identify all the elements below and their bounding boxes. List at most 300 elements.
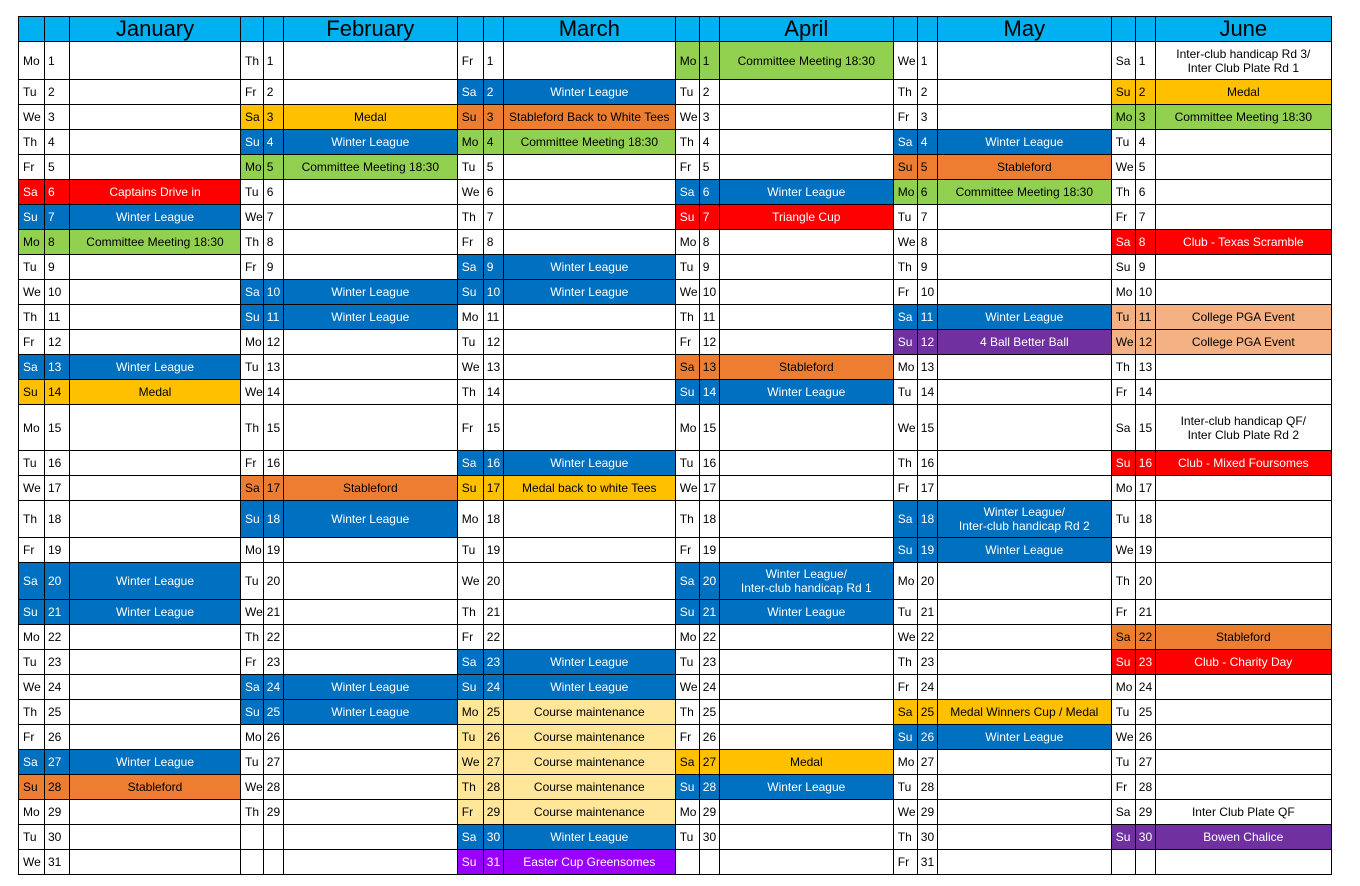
event-cell: [283, 775, 457, 800]
event-cell: [1155, 725, 1331, 750]
weekday-cell: Mo: [457, 501, 483, 538]
weekday-cell: Th: [675, 700, 699, 725]
event-cell: Medal Winners Cup / Medal: [937, 700, 1111, 725]
date-cell: 22: [483, 625, 503, 650]
date-cell: 1: [45, 42, 70, 80]
weekday-cell: Su: [241, 305, 264, 330]
event-cell: [937, 625, 1111, 650]
weekday-cell: Su: [457, 476, 483, 501]
event-cell: Winter League: [70, 600, 241, 625]
event-cell: [70, 405, 241, 451]
event-cell: [283, 725, 457, 750]
event-cell: Easter Cup Greensomes: [503, 850, 675, 875]
weekday-cell: Sa: [675, 355, 699, 380]
weekday-cell: Sa: [19, 355, 45, 380]
date-cell: 18: [699, 501, 719, 538]
event-cell: [503, 180, 675, 205]
event-cell: [503, 563, 675, 600]
event-cell: [503, 600, 675, 625]
month-title: March: [503, 17, 675, 42]
calendar-row: [19, 130, 1332, 155]
event-cell: [719, 155, 893, 180]
event-cell: [1155, 501, 1331, 538]
event-cell: [1155, 255, 1331, 280]
event-cell: [1155, 775, 1331, 800]
date-cell: 24: [699, 675, 719, 700]
date-cell: 17: [263, 476, 283, 501]
date-cell: 24: [483, 675, 503, 700]
calendar-grid: [18, 16, 1332, 875]
weekday-cell: Sa: [19, 750, 45, 775]
date-cell: 30: [917, 825, 937, 850]
weekday-cell: Fr: [1111, 600, 1135, 625]
date-cell: 29: [1135, 800, 1155, 825]
event-cell: [1155, 750, 1331, 775]
event-cell: Winter League: [70, 205, 241, 230]
weekday-cell: Sa: [1111, 405, 1135, 451]
weekday-cell: Fr: [893, 105, 917, 130]
date-cell: 4: [483, 130, 503, 155]
date-cell: 5: [263, 155, 283, 180]
calendar-row: [19, 280, 1332, 305]
date-cell: 31: [483, 850, 503, 875]
date-cell: 19: [917, 538, 937, 563]
date-cell: 19: [1135, 538, 1155, 563]
date-cell: 17: [483, 476, 503, 501]
weekday-cell: Mo: [1111, 675, 1135, 700]
date-cell: 7: [45, 205, 70, 230]
event-cell: [937, 280, 1111, 305]
weekday-cell: We: [893, 800, 917, 825]
weekday-cell: Th: [893, 825, 917, 850]
event-cell: Stableford: [1155, 625, 1331, 650]
weekday-cell: Sa: [893, 501, 917, 538]
weekday-cell: [241, 825, 264, 850]
weekday-cell: Sa: [19, 180, 45, 205]
calendar-row: [19, 230, 1332, 255]
calendar-row: [19, 850, 1332, 875]
event-cell: Club - Texas Scramble: [1155, 230, 1331, 255]
date-cell: 8: [263, 230, 283, 255]
date-cell: [263, 850, 283, 875]
weekday-cell: Su: [675, 205, 699, 230]
weekday-cell: Th: [241, 625, 264, 650]
weekday-cell: Tu: [1111, 501, 1135, 538]
event-cell: [1155, 700, 1331, 725]
date-cell: 26: [483, 725, 503, 750]
weekday-cell: Tu: [457, 725, 483, 750]
date-cell: 28: [1135, 775, 1155, 800]
date-cell: 7: [917, 205, 937, 230]
date-cell: 8: [699, 230, 719, 255]
event-cell: [937, 42, 1111, 80]
weekday-cell: We: [1111, 538, 1135, 563]
date-cell: 11: [45, 305, 70, 330]
calendar-row: [19, 155, 1332, 180]
calendar-row: [19, 800, 1332, 825]
date-cell: 27: [917, 750, 937, 775]
weekday-cell: We: [893, 625, 917, 650]
weekday-cell: Su: [1111, 255, 1135, 280]
weekday-cell: Tu: [675, 650, 699, 675]
event-cell: [937, 476, 1111, 501]
weekday-cell: Tu: [457, 330, 483, 355]
event-cell: [937, 80, 1111, 105]
weekday-cell: Tu: [241, 355, 264, 380]
event-cell: Captains Drive in: [70, 180, 241, 205]
event-cell: [503, 501, 675, 538]
date-cell: 14: [699, 380, 719, 405]
date-cell: 20: [45, 563, 70, 600]
weekday-cell: Su: [19, 600, 45, 625]
event-cell: [719, 725, 893, 750]
date-cell: 14: [483, 380, 503, 405]
date-cell: 7: [483, 205, 503, 230]
weekday-cell: Tu: [675, 80, 699, 105]
event-cell: Winter League: [70, 563, 241, 600]
date-cell: 14: [1135, 380, 1155, 405]
weekday-cell: Tu: [893, 205, 917, 230]
event-cell: Stableford: [719, 355, 893, 380]
date-cell: 23: [699, 650, 719, 675]
event-cell: [283, 650, 457, 675]
event-cell: Committee Meeting 18:30: [937, 180, 1111, 205]
date-cell: 5: [45, 155, 70, 180]
date-cell: 25: [1135, 700, 1155, 725]
date-cell: 1: [917, 42, 937, 80]
event-cell: [937, 380, 1111, 405]
event-cell: Stableford Back to White Tees: [503, 105, 675, 130]
date-cell: 16: [1135, 451, 1155, 476]
date-cell: 19: [263, 538, 283, 563]
weekday-cell: Tu: [1111, 750, 1135, 775]
weekday-cell: Sa: [241, 280, 264, 305]
header-spacer: [1135, 17, 1155, 42]
weekday-cell: Su: [457, 105, 483, 130]
weekday-cell: We: [241, 380, 264, 405]
event-cell: Winter League: [719, 380, 893, 405]
weekday-cell: We: [675, 476, 699, 501]
date-cell: 10: [483, 280, 503, 305]
event-cell: [283, 850, 457, 875]
event-cell: [937, 650, 1111, 675]
weekday-cell: Mo: [893, 355, 917, 380]
event-cell: [719, 538, 893, 563]
event-cell: Winter League: [719, 600, 893, 625]
weekday-cell: Mo: [241, 330, 264, 355]
event-cell: [937, 255, 1111, 280]
calendar-row: [19, 563, 1332, 600]
date-cell: 2: [263, 80, 283, 105]
weekday-cell: Fr: [19, 538, 45, 563]
event-cell: [1155, 355, 1331, 380]
date-cell: 22: [263, 625, 283, 650]
calendar-row: [19, 650, 1332, 675]
date-cell: 14: [45, 380, 70, 405]
header-spacer: [1111, 17, 1135, 42]
date-cell: 16: [483, 451, 503, 476]
weekday-cell: Fr: [675, 155, 699, 180]
calendar-row: [19, 355, 1332, 380]
month-header-row: [19, 17, 1332, 42]
weekday-cell: Tu: [19, 650, 45, 675]
weekday-cell: Th: [893, 451, 917, 476]
event-cell: [719, 700, 893, 725]
weekday-cell: Tu: [241, 563, 264, 600]
event-cell: Committee Meeting 18:30: [70, 230, 241, 255]
date-cell: 12: [45, 330, 70, 355]
date-cell: 30: [45, 825, 70, 850]
date-cell: 18: [45, 501, 70, 538]
date-cell: 21: [917, 600, 937, 625]
event-cell: College PGA Event: [1155, 330, 1331, 355]
date-cell: 19: [483, 538, 503, 563]
event-cell: Bowen Chalice: [1155, 825, 1331, 850]
weekday-cell: Tu: [19, 255, 45, 280]
weekday-cell: Tu: [457, 538, 483, 563]
date-cell: 5: [483, 155, 503, 180]
event-cell: Course maintenance: [503, 775, 675, 800]
header-spacer: [699, 17, 719, 42]
date-cell: 15: [699, 405, 719, 451]
date-cell: 19: [45, 538, 70, 563]
event-cell: [937, 230, 1111, 255]
event-cell: [70, 800, 241, 825]
calendar-row: [19, 725, 1332, 750]
calendar-row: [19, 330, 1332, 355]
weekday-cell: We: [457, 355, 483, 380]
event-cell: [719, 675, 893, 700]
calendar-row: [19, 825, 1332, 850]
date-cell: 13: [263, 355, 283, 380]
event-cell: Committee Meeting 18:30: [1155, 105, 1331, 130]
date-cell: 10: [699, 280, 719, 305]
date-cell: 20: [1135, 563, 1155, 600]
date-cell: 1: [699, 42, 719, 80]
date-cell: 8: [1135, 230, 1155, 255]
date-cell: 17: [1135, 476, 1155, 501]
date-cell: 6: [917, 180, 937, 205]
calendar-row: [19, 255, 1332, 280]
weekday-cell: Tu: [19, 825, 45, 850]
date-cell: 27: [45, 750, 70, 775]
date-cell: 6: [45, 180, 70, 205]
event-cell: Winter League: [937, 130, 1111, 155]
date-cell: 10: [917, 280, 937, 305]
event-cell: [1155, 563, 1331, 600]
weekday-cell: Th: [457, 600, 483, 625]
date-cell: 9: [483, 255, 503, 280]
calendar-row: [19, 305, 1332, 330]
weekday-cell: Sa: [1111, 42, 1135, 80]
event-cell: Winter League: [283, 280, 457, 305]
date-cell: 5: [917, 155, 937, 180]
weekday-cell: We: [675, 105, 699, 130]
weekday-cell: Tu: [1111, 130, 1135, 155]
weekday-cell: Tu: [675, 255, 699, 280]
header-spacer: [263, 17, 283, 42]
weekday-cell: Mo: [1111, 280, 1135, 305]
weekday-cell: Fr: [893, 850, 917, 875]
weekday-cell: Mo: [893, 563, 917, 600]
event-cell: [719, 850, 893, 875]
event-cell: [719, 405, 893, 451]
event-cell: [70, 155, 241, 180]
date-cell: 3: [917, 105, 937, 130]
weekday-cell: Th: [675, 305, 699, 330]
event-cell: Winter League: [283, 305, 457, 330]
date-cell: [699, 850, 719, 875]
event-cell: [283, 600, 457, 625]
event-cell: [70, 538, 241, 563]
event-cell: [70, 451, 241, 476]
date-cell: 23: [1135, 650, 1155, 675]
date-cell: 26: [917, 725, 937, 750]
event-cell: [70, 280, 241, 305]
weekday-cell: Mo: [675, 800, 699, 825]
weekday-cell: Su: [675, 775, 699, 800]
event-cell: [503, 42, 675, 80]
weekday-cell: We: [241, 775, 264, 800]
event-cell: Course maintenance: [503, 725, 675, 750]
event-cell: [937, 405, 1111, 451]
weekday-cell: Sa: [457, 80, 483, 105]
weekday-cell: Th: [19, 305, 45, 330]
weekday-cell: Sa: [675, 180, 699, 205]
event-cell: Medal: [719, 750, 893, 775]
date-cell: 18: [917, 501, 937, 538]
weekday-cell: Mo: [19, 800, 45, 825]
weekday-cell: Tu: [1111, 700, 1135, 725]
event-cell: [70, 255, 241, 280]
weekday-cell: Su: [457, 280, 483, 305]
event-cell: Stableford: [283, 476, 457, 501]
event-cell: Winter League/ Inter-club handicap Rd 1: [719, 563, 893, 600]
weekday-cell: Sa: [893, 130, 917, 155]
event-cell: Committee Meeting 18:30: [719, 42, 893, 80]
event-cell: [1155, 600, 1331, 625]
weekday-cell: Th: [241, 230, 264, 255]
calendar-row: [19, 625, 1332, 650]
date-cell: 2: [917, 80, 937, 105]
event-cell: [70, 825, 241, 850]
weekday-cell: We: [893, 42, 917, 80]
calendar-row: [19, 205, 1332, 230]
date-cell: 15: [917, 405, 937, 451]
event-cell: [1155, 675, 1331, 700]
date-cell: 29: [483, 800, 503, 825]
event-cell: [1155, 280, 1331, 305]
event-cell: [283, 380, 457, 405]
event-cell: [283, 405, 457, 451]
event-cell: [719, 800, 893, 825]
weekday-cell: Th: [1111, 563, 1135, 600]
date-cell: 1: [263, 42, 283, 80]
date-cell: 25: [699, 700, 719, 725]
event-cell: [719, 825, 893, 850]
event-cell: [937, 800, 1111, 825]
header-spacer: [675, 17, 699, 42]
weekday-cell: Fr: [19, 725, 45, 750]
weekday-cell: Sa: [893, 700, 917, 725]
event-cell: [503, 625, 675, 650]
date-cell: 21: [1135, 600, 1155, 625]
date-cell: 9: [917, 255, 937, 280]
date-cell: 15: [1135, 405, 1155, 451]
weekday-cell: Th: [893, 80, 917, 105]
weekday-cell: We: [241, 600, 264, 625]
date-cell: 7: [1135, 205, 1155, 230]
weekday-cell: Tu: [457, 155, 483, 180]
event-cell: Winter League: [283, 700, 457, 725]
date-cell: 9: [45, 255, 70, 280]
event-cell: Stableford: [937, 155, 1111, 180]
weekday-cell: Sa: [675, 750, 699, 775]
event-cell: Inter-club handicap QF/ Inter Club Plate Rd 2: [1155, 405, 1331, 451]
date-cell: 9: [1135, 255, 1155, 280]
date-cell: 24: [1135, 675, 1155, 700]
weekday-cell: Th: [19, 700, 45, 725]
event-cell: [719, 105, 893, 130]
weekday-cell: Fr: [675, 330, 699, 355]
weekday-cell: Mo: [19, 625, 45, 650]
date-cell: 21: [263, 600, 283, 625]
date-cell: 11: [263, 305, 283, 330]
date-cell: 24: [45, 675, 70, 700]
event-cell: [283, 355, 457, 380]
event-cell: Triangle Cup: [719, 205, 893, 230]
weekday-cell: Fr: [241, 255, 264, 280]
weekday-cell: Th: [1111, 355, 1135, 380]
date-cell: 11: [917, 305, 937, 330]
weekday-cell: We: [457, 563, 483, 600]
weekday-cell: Th: [675, 130, 699, 155]
date-cell: 12: [483, 330, 503, 355]
date-cell: 20: [917, 563, 937, 600]
date-cell: 10: [45, 280, 70, 305]
weekday-cell: Mo: [241, 725, 264, 750]
event-cell: [937, 825, 1111, 850]
weekday-cell: Fr: [457, 625, 483, 650]
weekday-cell: Sa: [893, 305, 917, 330]
date-cell: 4: [45, 130, 70, 155]
weekday-cell: Th: [457, 775, 483, 800]
calendar-row: [19, 750, 1332, 775]
weekday-cell: Sa: [1111, 625, 1135, 650]
month-title: February: [283, 17, 457, 42]
event-cell: [719, 625, 893, 650]
calendar-row: [19, 775, 1332, 800]
weekday-cell: Th: [675, 501, 699, 538]
event-cell: [937, 775, 1111, 800]
weekday-cell: Su: [675, 380, 699, 405]
weekday-cell: Th: [241, 405, 264, 451]
weekday-cell: Su: [241, 130, 264, 155]
date-cell: 6: [483, 180, 503, 205]
event-cell: [719, 280, 893, 305]
weekday-cell: Fr: [675, 538, 699, 563]
weekday-cell: Fr: [893, 280, 917, 305]
weekday-cell: Mo: [675, 230, 699, 255]
calendar-row: [19, 700, 1332, 725]
weekday-cell: Mo: [457, 305, 483, 330]
weekday-cell: Sa: [457, 650, 483, 675]
event-cell: Winter League: [503, 650, 675, 675]
date-cell: 15: [45, 405, 70, 451]
date-cell: 12: [699, 330, 719, 355]
weekday-cell: We: [19, 675, 45, 700]
weekday-cell: Th: [241, 800, 264, 825]
